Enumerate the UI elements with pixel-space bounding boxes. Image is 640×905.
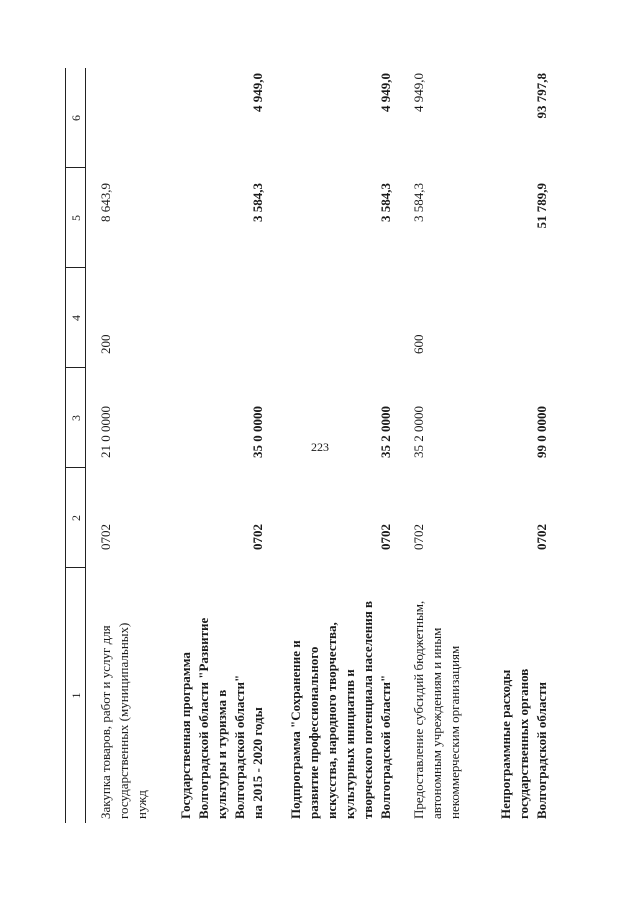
budget-table [65,68,595,823]
cell-amount-2015: 3 584,3 [378,183,393,222]
header-bottom-border [85,68,86,823]
row-name-line: развитие профессионального [306,646,321,819]
row-name-line: Волгоградской области" [232,674,247,819]
cell-target-article: 35 2 0000 [378,406,393,458]
row-name-line: государственных органов [516,668,531,819]
cell-amount-2015: 3 584,3 [411,183,426,222]
row-name-line: Непрограммные расходы [498,669,513,819]
row-name-line: Закупка товаров, работ и услуг для [98,625,113,819]
table-top-border [65,68,66,823]
cell-amount-2016: 4 949,0 [378,73,393,112]
cell-target-article: 35 2 0000 [411,406,426,458]
cell-section: 0702 [250,524,265,550]
cell-amount-2015: 8 643,9 [98,183,113,222]
column-header-3: 3 [69,415,83,421]
column-header-2: 2 [69,515,83,521]
cell-target-article: 21 0 0000 [98,406,113,458]
row-name-line: Государственная программа [178,652,193,819]
page-number: 223 [311,440,329,454]
row-name-line: искусства, народного творчества, [324,622,339,819]
row-name-line: на 2015 - 2020 годы [250,707,265,819]
cell-expense-type: 200 [98,334,113,354]
cell-amount-2016: 4 949,0 [250,73,265,112]
cell-amount-2016: 93 797,8 [534,73,549,119]
cell-section: 0702 [378,524,393,550]
row-name-line: автономным учреждениям и иным [429,627,444,819]
column-header-5: 5 [69,215,83,221]
row-name-line: культурных инициатив и [342,669,357,819]
row-name-line: государственных (муниципальных) [116,622,131,819]
cell-section: 0702 [411,524,426,550]
column-header-1: 1 [69,692,83,699]
cell-expense-type: 600 [411,334,426,354]
cell-amount-2015: 51 789,9 [534,183,549,229]
column-header-4: 4 [69,315,83,321]
row-name-line: нужд [134,790,149,819]
cell-target-article: 35 0 0000 [250,406,265,458]
cell-amount-2015: 3 584,3 [250,183,265,222]
row-name-line: некоммерческим организациям [447,645,462,819]
cell-amount-2016: 4 949,0 [411,73,426,112]
row-name-line: Волгоградской области [534,681,549,819]
row-name-line: Волгоградской области" [378,674,393,819]
cell-section: 0702 [98,524,113,550]
row-name-line: Волгоградской области "Развитие [196,617,211,819]
row-name-line: Подпрограмма "Сохранение и [288,640,303,819]
cell-target-article: 99 0 0000 [534,406,549,458]
cell-section: 0702 [534,524,549,550]
row-name-line: творческого потенциала населения в [360,600,375,819]
row-name-line: Предоставление субсидий бюджетным, [411,600,426,819]
column-header-6: 6 [69,115,83,121]
row-name-line: культуры и туризма в [214,689,229,819]
table-grid [65,68,595,823]
